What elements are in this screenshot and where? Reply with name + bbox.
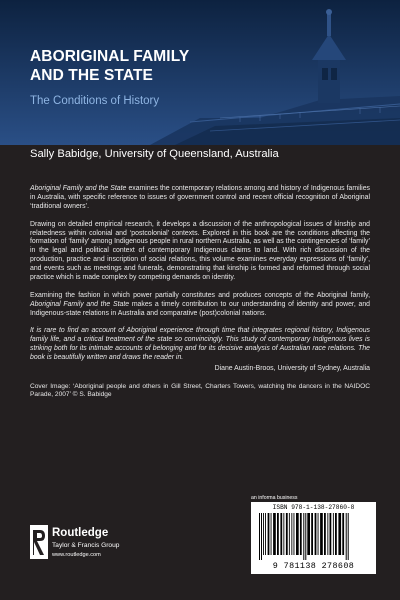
barcode-bar bbox=[311, 513, 313, 555]
barcode-bar bbox=[294, 513, 295, 555]
barcode-bar bbox=[268, 513, 270, 555]
endorsement-quote: It is rare to find an account of Aboriginal experience through time that integrates regional history, Indigenous family life, and a critical treatment of the state so convincingly. This study of contemporary Indigenous lives is striking both for its intimate accounts of belonging and for its decisive analysis of Australian race relations. The book is beautifully written and draws the reader in. bbox=[30, 327, 370, 362]
blurb-text: makes a timely contribution to our understanding of identity and power, and Indigenous-state relations in Australia and comparative (post)colonial nations. bbox=[30, 300, 370, 317]
barcode-bar bbox=[277, 513, 279, 555]
barcode-bar bbox=[300, 513, 302, 555]
barcode-bar bbox=[315, 513, 317, 555]
endorsement-attribution: Diane Austin-Broos, University of Sydney, Australia bbox=[214, 365, 370, 373]
barcode-bar bbox=[320, 513, 323, 555]
barcode-bar bbox=[291, 513, 292, 555]
book-title-inline: Aboriginal Family and the State bbox=[30, 185, 127, 192]
book-title bbox=[30, 47, 189, 85]
barcode-bar bbox=[296, 513, 299, 555]
barcode-bar bbox=[335, 513, 337, 555]
barcode-bar bbox=[261, 513, 262, 560]
barcode-bar bbox=[259, 513, 260, 560]
barcode-bar bbox=[303, 513, 304, 560]
cover-photo-band bbox=[0, 0, 400, 145]
barcode-bar bbox=[333, 513, 334, 555]
blurb-paragraph-3 bbox=[30, 292, 370, 319]
informa-tagline: an informa business bbox=[251, 495, 298, 501]
barcode-bar bbox=[318, 513, 319, 555]
publisher-logo bbox=[30, 525, 180, 570]
barcode-bar bbox=[271, 513, 272, 555]
blurb-paragraph-2: Drawing on detailed empirical research, it develops a discussion of the anthropological issues of kinship and relatedness within colonial and ‘postcolonial’ contexts. Explored in this book are the conditions affecting the formation of ‘family’ among Indigenous people in rural northern Australia, as well as the contingencies of ‘family’ in the legal and political context of contemporary Indigenous claims to land. With rich discussion of the production, practice and inscription of social relations, this volume examines everyday expressions of ‘family’, and events such as meetings and funerals, demonstrating that kinship is formed and reformed through social practice which is made complex by competing demands on identity. bbox=[30, 220, 370, 282]
publisher-group: Taylor & Francis Group bbox=[52, 542, 120, 549]
barcode-bar bbox=[263, 513, 264, 555]
author-line: Sally Babidge, University of Queensland, Australia bbox=[30, 148, 279, 160]
barcode-bar bbox=[280, 513, 282, 555]
barcode-bar bbox=[330, 513, 332, 555]
blurb-text: Examining the fashion in which power partially constitutes and produces concepts of the Aboriginal family, bbox=[30, 291, 370, 299]
blurb-text: examines the contemporary relations among and history of Indigenous families in Australia, with specific reference to issues of government control and recent official recognition of Aboriginal ‘traditional owners’. bbox=[30, 185, 370, 210]
isbn-barcode bbox=[251, 502, 376, 574]
title-line-2: AND THE STATE bbox=[30, 67, 153, 84]
barcode-bar bbox=[265, 513, 266, 555]
title-line-1: ABORIGINAL FAMILY bbox=[30, 48, 190, 65]
barcode-bar bbox=[346, 513, 347, 560]
barcode-bar bbox=[342, 513, 344, 555]
barcode-number: 9 781138 278608 bbox=[272, 561, 355, 571]
blurb-paragraph-1 bbox=[30, 185, 370, 212]
barcode-bar bbox=[324, 513, 326, 555]
barcode-bar bbox=[338, 513, 341, 555]
barcode-bar bbox=[348, 513, 349, 560]
barcode-bar bbox=[289, 513, 290, 555]
book-subtitle: The Conditions of History bbox=[30, 95, 160, 107]
barcode-bar bbox=[305, 513, 306, 560]
barcode-bar bbox=[327, 513, 328, 555]
cover-image-credit: Cover Image: ‘Aboriginal people and others in Gill Street, Charters Towers, watching the dancers in the NAIDOC Parade, 2007’ © S. Babidge bbox=[30, 382, 370, 399]
isbn-label: ISBN 978-1-138-27860-8 bbox=[272, 504, 355, 511]
publisher-name: Routledge bbox=[52, 527, 109, 539]
barcode-icon bbox=[257, 513, 370, 560]
barcode-bar bbox=[273, 513, 276, 555]
routledge-logo-icon bbox=[30, 525, 48, 559]
book-title-inline: Aboriginal Family and the State bbox=[30, 300, 130, 308]
publisher-url: www.routledge.com bbox=[52, 552, 101, 558]
barcode-bar bbox=[286, 513, 288, 555]
blurb bbox=[30, 185, 370, 409]
barcode-bar bbox=[307, 513, 310, 555]
barcode-bar bbox=[283, 513, 284, 555]
